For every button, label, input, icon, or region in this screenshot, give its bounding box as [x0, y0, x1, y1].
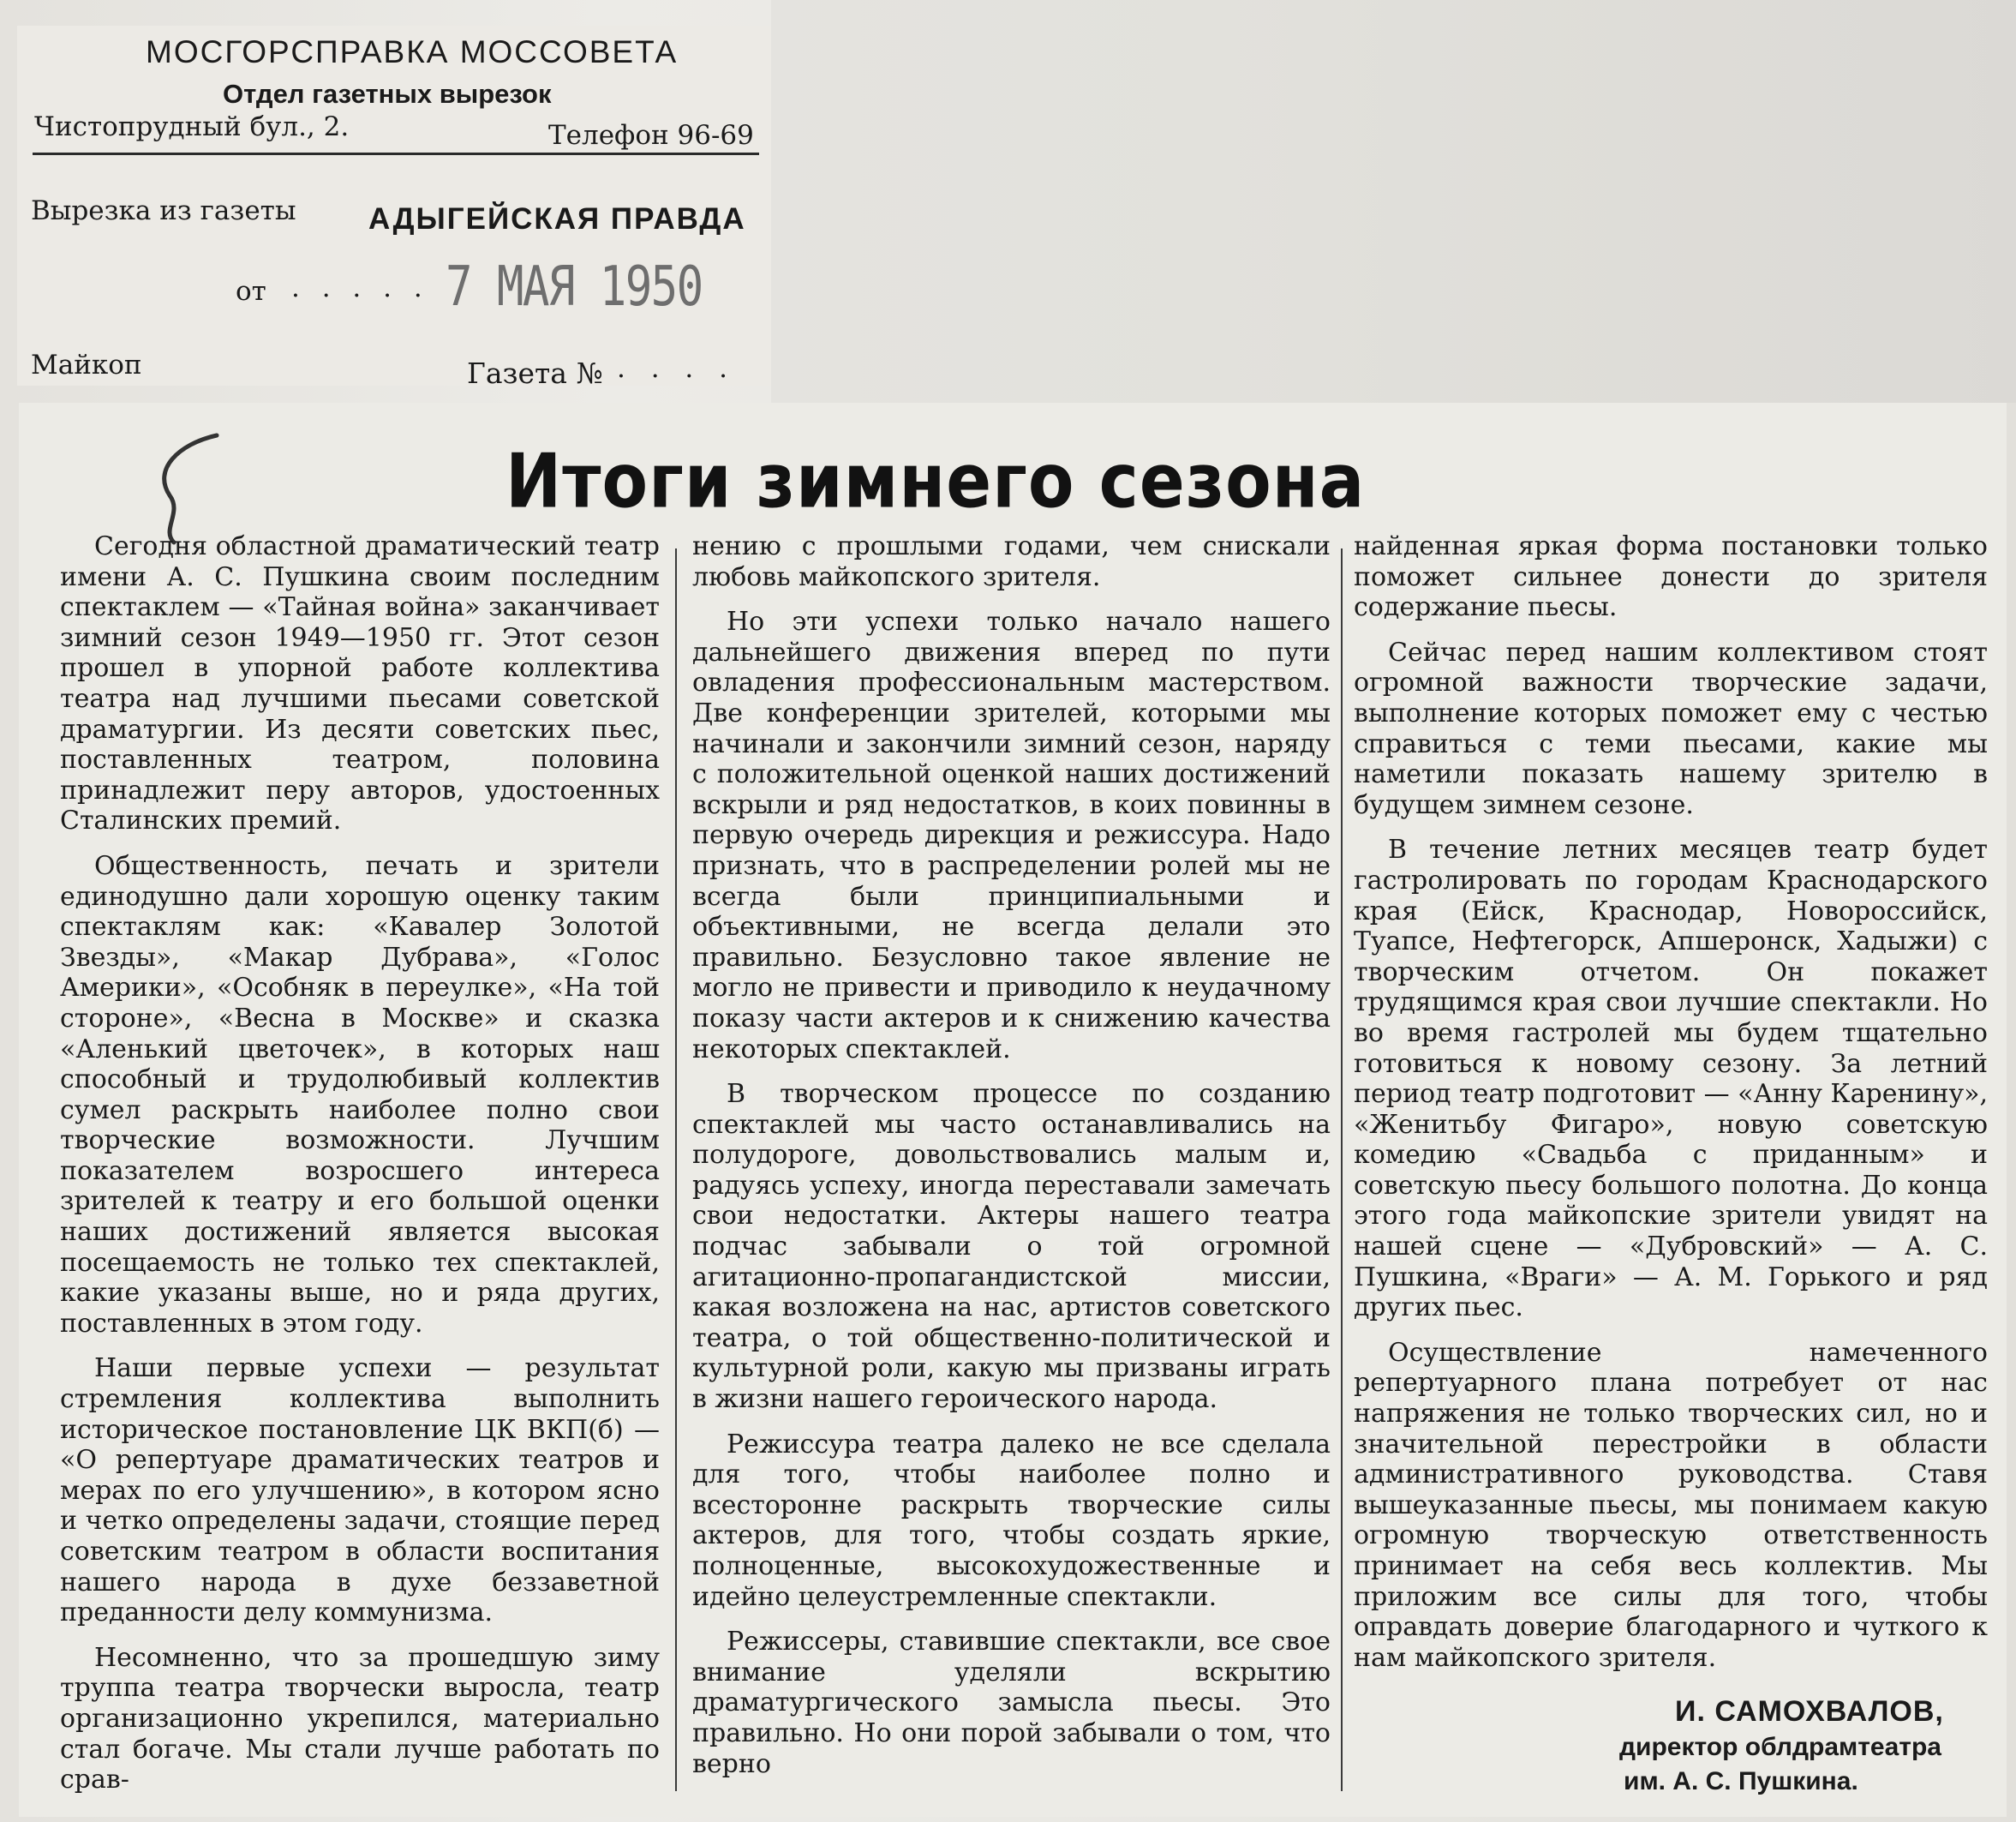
paragraph: найденная яркая форма постановки только поможет сильнее донести до зрителя содержание пьесы.: [1354, 531, 1988, 623]
paragraph: Но эти успехи только начало нашего дальнейшего движения вперед по пути овладения профессиональным мастерством. Две конференции зрителей, которыми мы начинали и закончили зимний сезон, наряду с положительной оценкой наших достижений вскрыли и ряд недостатков, в коих повинны в первую очередь дирекция и режиссура. Надо признать, что в распределении ролей мы не всегда были принципиальными и объективными, не всегда делали это правильно. Безусловно такое явление не могло не привести и приводило к неудачному показу части актеров и к снижению качества некоторых спектаклей.: [692, 607, 1331, 1064]
author-name: И. САМОХВАЛОВ,: [1675, 1695, 1944, 1728]
article-column-2: [692, 531, 1331, 1794]
bureau-department: Отдел газетных вырезок: [223, 79, 552, 109]
article-column-3: [1354, 531, 1988, 1687]
author-organization: им. А. С. Пушкина.: [1624, 1767, 1858, 1795]
pencil-mark-icon: [144, 427, 230, 547]
city-label: Майкоп: [31, 350, 142, 381]
article-headline: Итоги зимнего сезона: [505, 439, 1366, 525]
stamp-divider: [33, 153, 759, 155]
paragraph: Сегодня областной драматический театр имени А. С. Пушкина своим последним спектаклем — «Тайная война» заканчивает зимний сезон 1949—1950 гг. Этот сезон прошел в упорной работе коллектива театра над лучшими пьесами советской драматургии. Из десяти советских пьес, поставленных театром, половина принадлежит перу авторов, удостоенных Сталинских премий.: [60, 531, 660, 836]
paragraph: Режиссура театра далеко не все сделала для того, чтобы наиболее полно и всесторонне раскрыть творческие силы актеров, для того, чтобы создать яркие, полноценные, высокохудожественные и идейно целеустремленные спектакли.: [692, 1429, 1331, 1612]
paragraph: В течение летних месяцев театр будет гастролировать по городам Краснодарского края (Ейск, Краснодар, Новороссийск, Туапсе, Нефтегорск, Апшеронск, Хадыжи) с творческим отчетом. Он покажет трудящимся края свои лучшие спектакли. Но во время гастролей мы будем тщательно готовиться к новому сезону. За летний период театр подготовит — «Анну Каренину», «Женитьбу Фигаро», новую советскую комедию «Свадьба с приданным» и советскую пьесу большого полотна. До конца этого года майкопские зрители увидят на нашей сцене — «Дубровский» — А. С. Пушкина, «Враги» — А. М. Горького и ряд других пьес.: [1354, 835, 1988, 1323]
paragraph: Осуществление намеченного репертуарного плана потребует от нас напряжения не только творческих сил, но и значительной перестройки в области административного руководства. Ставя вышеуказанные пьесы, мы понимаем какую огромную творческую ответственность принимает на себя весь коллектив. Мы приложим все силы для того, чтобы оправдать доверие благодарного и чуткого к нам майкопского зрителя.: [1354, 1337, 1988, 1673]
background-shadow: [771, 0, 2016, 403]
clip-label: Вырезка из газеты: [31, 195, 296, 226]
paragraph: нению с прошлыми годами, чем снискали любовь майкопского зрителя.: [692, 531, 1331, 592]
gazeta-number-dots: . . . .: [617, 353, 736, 384]
paragraph: Несомненно, что за прошедшую зиму труппа театра творчески выросла, театр организационно укрепился, материально стал богаче. Мы стали лучше работать по срав-: [60, 1642, 660, 1795]
bureau-title: МОСГОРСПРАВКА МОССОВЕТА: [146, 34, 679, 69]
paragraph: Общественность, печать и зрители единодушно дали хорошую оценку таким спектаклям как: «Кавалер Золотой Звезды», «Макар Дубрава», «Голос Америки», «Особняк в переулке», «На той стороне», «Весна в Москве» и сказка «Аленький цветочек», в которых наш способный и трудолюбивый коллектив сумел раскрыть наиболее полно свои творческие возможности. Лучшим показателем возросшего интереса зрителей к театру и его большой оценки наших достижений является высокая посещаемость не только тех спектаклей, какие указаны выше, но и ряда других, поставленных в этом году.: [60, 850, 660, 1339]
column-divider: [675, 548, 677, 1791]
bureau-phone: Телефон 96-69: [548, 120, 754, 151]
from-label: от: [236, 276, 266, 307]
newspaper-name: АДЫГЕЙСКАЯ ПРАВДА: [368, 202, 746, 236]
gazeta-number-label: Газета №: [467, 357, 603, 390]
bureau-address: Чистопрудный бул., 2.: [34, 111, 350, 142]
article-column-1: [60, 531, 660, 1810]
paragraph: В творческом процессе по созданию спектаклей мы часто останавливались на полудороге, довольствовались малым и, радуясь успеху, иногда переставали замечать свои недостатки. Актеры нашего театра подчас забывали о той огромной агитационно-пропагандистской миссии, какая возложена на нас, артистов советского театра, о той общественно-политической и культурной роли, какую мы призваны играть в жизни нашего героического народа.: [692, 1079, 1331, 1415]
date-stamp: 7 МАЯ 1950: [446, 255, 703, 319]
paragraph: Режиссеры, ставившие спектакли, все свое внимание уделяли вскрытию драматургического замысла пьесы. Это правильно. Но они порой забывали о том, что верно: [692, 1627, 1331, 1779]
author-position: директор облдрамтеатра: [1619, 1733, 1941, 1761]
column-divider: [1341, 548, 1343, 1791]
from-dots: . . . . .: [291, 273, 429, 303]
paragraph: Наши первые успехи — результат стремления коллектива выполнить историческое постановление ЦК ВКП(б) — «О репертуаре драматических театров и мерах по его улучшению», в котором ясно и четко определены задачи, стоящие перед советским театром в области воспитания нашего народа в духе беззаветной преданности делу коммунизма.: [60, 1353, 660, 1628]
paragraph: Сейчас перед нашим коллективом стоят огромной важности творческие задачи, выполнение которых поможет ему с честью справиться с теми пьесами, какие мы наметили показать нашему зрителю в будущем зимнем сезоне.: [1354, 637, 1988, 820]
